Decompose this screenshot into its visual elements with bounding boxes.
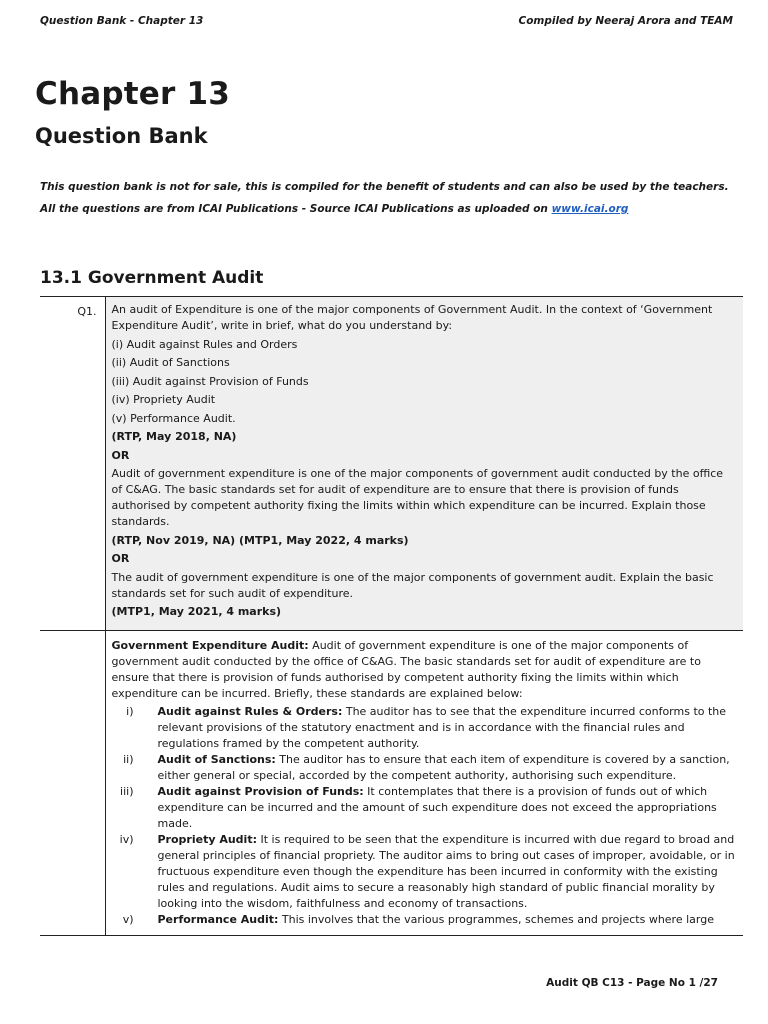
standard-item [112, 784, 736, 832]
answer-intro-text: Audit of government expenditure is one of the major components of government audit conducted by the office of C&AG. The basic standards set for audit of expenditure are to ensure that there is provision of funds authorised by competent authority fixing the limits within which expenditure can be incurred. Briefly, these standards are explained below: [111, 638, 701, 700]
question-line: (iii) Audit against Provision of Funds [111, 374, 309, 388]
standard-text [158, 704, 736, 752]
answer-intro [112, 638, 736, 702]
question-number: Q1. [40, 297, 105, 631]
question-line: (RTP, Nov 2019, NA) (MTP1, May 2022, 4 marks) [111, 533, 409, 547]
question-line: (RTP, May 2018, NA) [111, 430, 237, 443]
question-row [40, 297, 743, 631]
standard-item [112, 704, 736, 752]
disclaimer-line-2 [40, 203, 628, 215]
standard-number: iii) [120, 784, 134, 798]
standard-text [158, 752, 736, 784]
answer-row [40, 630, 743, 935]
question-cell [105, 297, 743, 631]
icai-link[interactable]: www.icai.org [551, 203, 629, 215]
standard-description: The auditor has to see that the expenditure incurred conforms to the relevant provisions of the statutory enactment and is in accordance with the financial rules and regulations framed by the competent authority. [157, 704, 727, 750]
section-heading: 13.1 Government Audit [40, 268, 264, 288]
question-line: (iv) Propriety Audit [111, 393, 216, 406]
standard-number: ii) [123, 752, 134, 766]
standard-description: The auditor has to ensure that each item of expenditure is covered by a sanction, either general or special, accorded by the competent authority, authorising such expenditure. [157, 752, 730, 782]
question-line: An audit of Expenditure is one of the major components of Government Audit. In the context of ‘Government Expenditure Audit’, write in brief, what do you understand by: [111, 303, 713, 332]
question-lines [112, 302, 736, 620]
standard-number: v) [122, 912, 134, 926]
standard-description: It contemplates that there is a provision of funds out of which expenditure can be incurred and the amount of such expenditure does not exceed the appropriations made. [157, 784, 717, 830]
disclaimer-line-1: This question bank is not for sale, this is compiled for the benefit of students and can also be used by the teachers. [40, 181, 729, 193]
standard-item [112, 832, 736, 912]
answer-intro-title: Government Expenditure Audit: [111, 638, 309, 652]
standard-title: Audit of Sanctions: [157, 752, 276, 766]
standard-item [112, 752, 736, 784]
standard-number: i) [126, 704, 134, 718]
standards-list [112, 704, 736, 928]
disclaimer-line-2-text: All the questions are from ICAI Publications - Source ICAI Publications as uploaded on [40, 203, 552, 215]
question-line: (ii) Audit of Sanctions [111, 356, 230, 369]
question-line: The audit of government expenditure is one of the major components of government audit. Explain the basic standards set for such audit of expenditure. [111, 570, 714, 600]
question-line: (MTP1, May 2021, 4 marks) [111, 605, 282, 618]
standard-text [158, 832, 736, 912]
question-line: (i) Audit against Rules and Orders [111, 337, 298, 351]
standard-text [158, 912, 736, 928]
answer-number-cell [40, 630, 105, 935]
chapter-title: Chapter 13 [35, 76, 230, 112]
chapter-subtitle: Question Bank [35, 124, 208, 148]
question-line: OR [111, 552, 130, 565]
answer-cell [105, 630, 743, 935]
standard-description: This involves that the various programmes, schemes and projects where large [278, 912, 714, 926]
standard-number: iv) [119, 832, 134, 846]
question-line: (v) Performance Audit. [111, 411, 236, 425]
standard-text [158, 784, 736, 832]
standard-title: Performance Audit: [157, 912, 279, 926]
question-line: Audit of government expenditure is one of the major components of government audit conducted by the office of C&AG. The basic standards set for audit of expenditure are to ensure that there is provision of funds authorised by competent authority fixing the limits within which expenditure can be incurred. Explain those standards. [111, 467, 724, 528]
question-table [40, 296, 743, 936]
standard-item [112, 912, 736, 928]
standard-title: Audit against Provision of Funds: [157, 784, 364, 798]
page-footer: Audit QB C13 - Page No 1 /27 [546, 977, 718, 989]
question-line: OR [111, 448, 130, 462]
standard-title: Propriety Audit: [157, 832, 257, 846]
running-header-left: Question Bank - Chapter 13 [40, 15, 204, 27]
standard-description: It is required to be seen that the expenditure is incurred with due regard to broad and general principles of financial propriety. The auditor aims to bring out cases of improper, avoidable, or in fructuous expenditure even though the expenditure has been incurred in conformity with the existing rules and regulations. Audit aims to secure a reasonably high standard of public financial morality by looking into the wisdom, faithfulness and economy of transactions. [157, 832, 735, 910]
standard-title: Audit against Rules & Orders: [157, 704, 343, 718]
running-header-right: Compiled by Neeraj Arora and TEAM [518, 15, 733, 27]
